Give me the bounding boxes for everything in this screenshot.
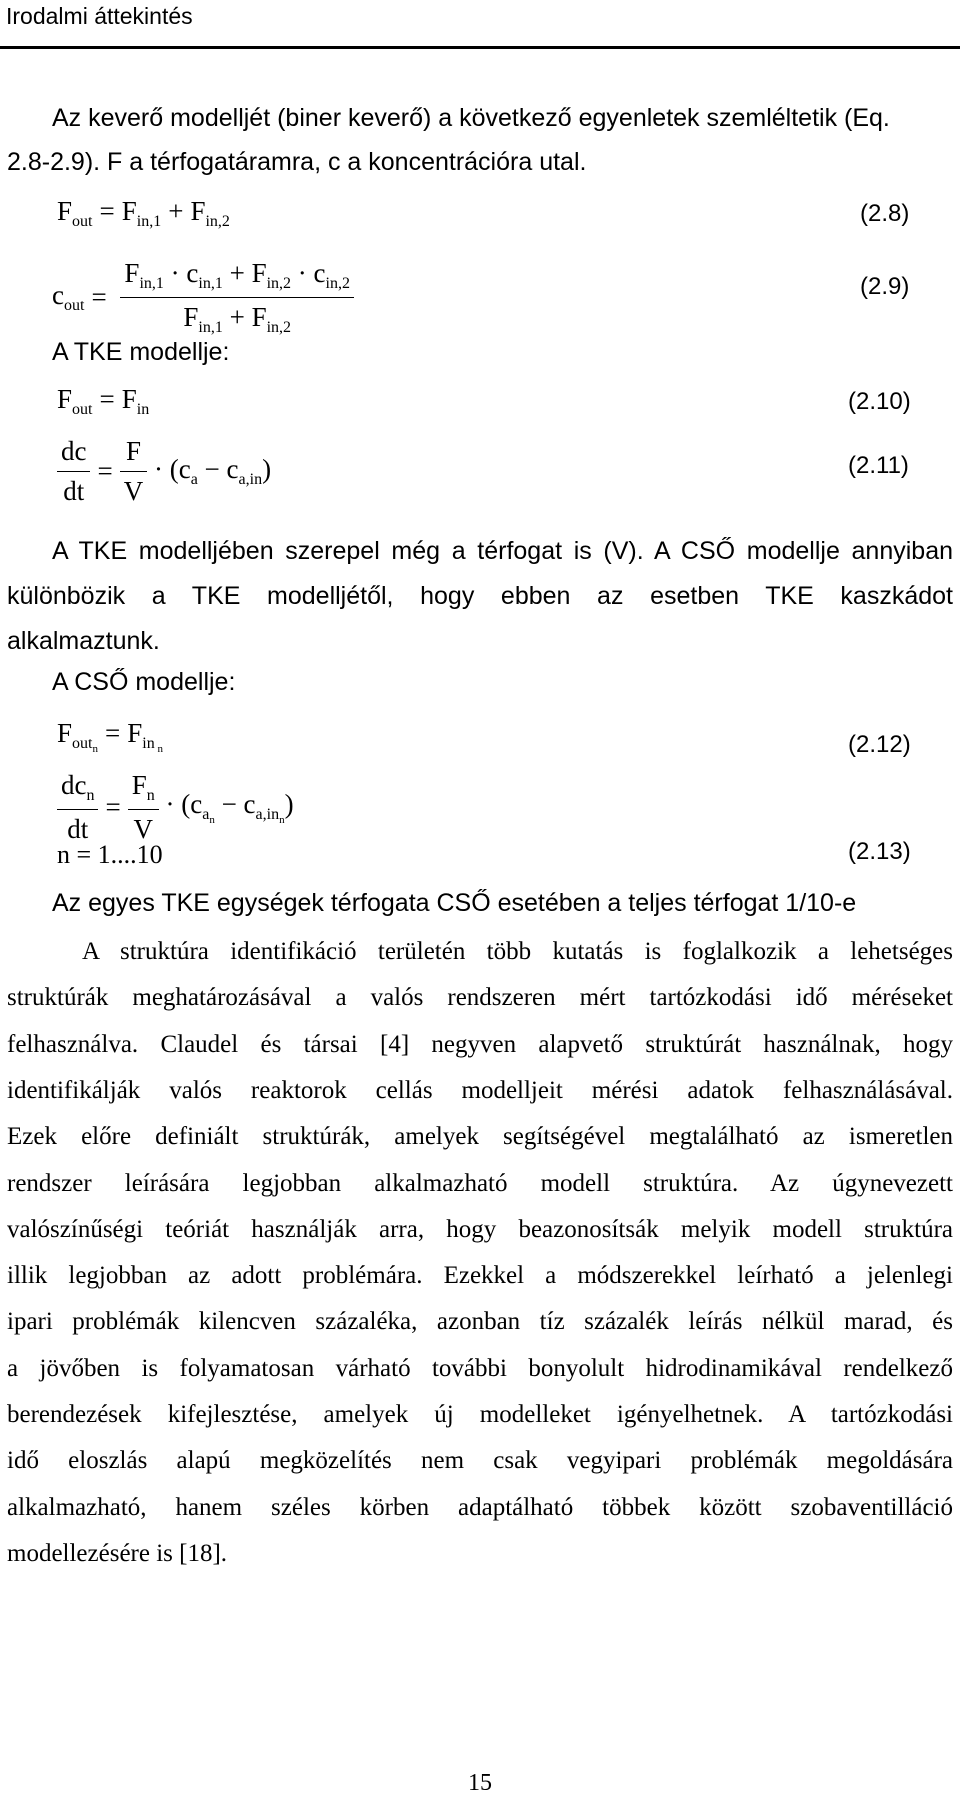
- intro-line-1: Az keverő modelljét (biner keverő) a következő egyenletek szemléltetik (Eq.: [52, 104, 890, 132]
- body-line-12: idő eloszlás alapú megközelítés nem csak vegyipari problémák megoldására: [7, 1447, 953, 1474]
- equation-number-2-13: (2.13): [848, 838, 911, 865]
- equation-2-12: $F_{out_n}= F_{in _n}$: [57, 718, 163, 755]
- intro-line-2: 2.8-2.9). F a térfogatáramra, c a koncentrációra utal.: [7, 148, 587, 176]
- equation-2-9: $c_{out}$ = $\frac{F_{in,1} \cdot c_{in,1} + F_{in,2} \cdot c_{in,2}}{F_{in,1} + F_{in,2}}$: [52, 258, 354, 337]
- page-number: 15: [468, 1770, 492, 1796]
- body-line-9: ipari problémák kilencven százaléka, azonban tíz százalék leírás nélkül marad, és: [7, 1308, 953, 1335]
- header-title: Irodalmi áttekintés: [6, 3, 193, 29]
- equation-2-11: $\frac{dc}{dt}$ = $\frac{F}{V}$ · $(c_a - c_{a,in})$: [57, 436, 271, 507]
- equation-number-2-11: (2.11): [848, 452, 909, 479]
- tke-model-title: A TKE modellje:: [52, 338, 230, 366]
- equation-number-2-10: (2.10): [848, 388, 911, 415]
- body-line-10: a jövőben is folyamatosan várható további bonyolult hidrodinamikával rendelkező: [7, 1355, 953, 1382]
- cso-model-title: A CSŐ modellje:: [52, 668, 236, 696]
- body-line-8: illik legjobban az adott problémára. Ezekkel a módszerekkel leírható a jelenlegi: [7, 1262, 953, 1289]
- tke-paragraph-line-2: különbözik a TKE modelljétől, hogy ebben az esetben TKE kaszkádot: [7, 582, 953, 610]
- body-line-11: berendezések kifejlesztése, amelyek új modelleket igényelhetnek. A tartózkodási: [7, 1401, 953, 1428]
- body-line-1: A struktúra identifikáció területén több kutatás is foglalkozik a lehetséges: [82, 938, 953, 965]
- body-line-3: felhasználva. Claudel és társai [4] negyven alapvető struktúrát használnak, hogy: [7, 1031, 953, 1058]
- equation-2-8: $F_{out} = F_{in,1} + F_{in,2}$: [57, 196, 230, 230]
- volume-note: Az egyes TKE egységek térfogata CSŐ esetében a teljes térfogat 1/10-e: [52, 889, 857, 917]
- equation-2-13: $\frac{dc_n}{dt}$ = $\frac{F_n}{V}$ · $(c_{a_n} - c_{a,in_n})$: [57, 770, 294, 845]
- equation-2-10: $F_{out} = F_{in}$: [57, 384, 150, 418]
- equation-number-2-9: (2.9): [860, 273, 910, 300]
- equation-number-2-8: (2.8): [860, 200, 910, 227]
- header-rule: [0, 46, 960, 49]
- body-line-6: rendszer leírására legjobban alkalmazható modell struktúra. Az úgynevezett: [7, 1170, 953, 1197]
- body-line-5: Ezek előre definiált struktúrák, amelyek segítségével megtalálható az ismeretlen: [7, 1123, 953, 1150]
- running-header: [0, 0, 960, 52]
- equation-number-2-12: (2.12): [848, 731, 911, 758]
- equation-range: n = 1....10: [57, 840, 163, 869]
- body-line-14: modellezésére is [18].: [7, 1540, 228, 1567]
- body-line-4: identifikálják valós reaktorok cellás modelljeit mérési adatok felhasználásával.: [7, 1077, 953, 1104]
- tke-paragraph-line-3: alkalmaztunk.: [7, 627, 160, 655]
- body-line-2: struktúrák meghatározásával a valós rendszeren mért tartózkodási idő méréseket: [7, 984, 953, 1011]
- body-line-13: alkalmazható, hanem széles körben adaptálható többek között szobaventilláció: [7, 1494, 953, 1521]
- tke-paragraph-line-1: A TKE modelljében szerepel még a térfogat is (V). A CSŐ modellje annyiban: [52, 537, 953, 565]
- body-line-7: valószínűségi teóriát használják arra, hogy beazonosítsák melyik modell struktúra: [7, 1216, 953, 1243]
